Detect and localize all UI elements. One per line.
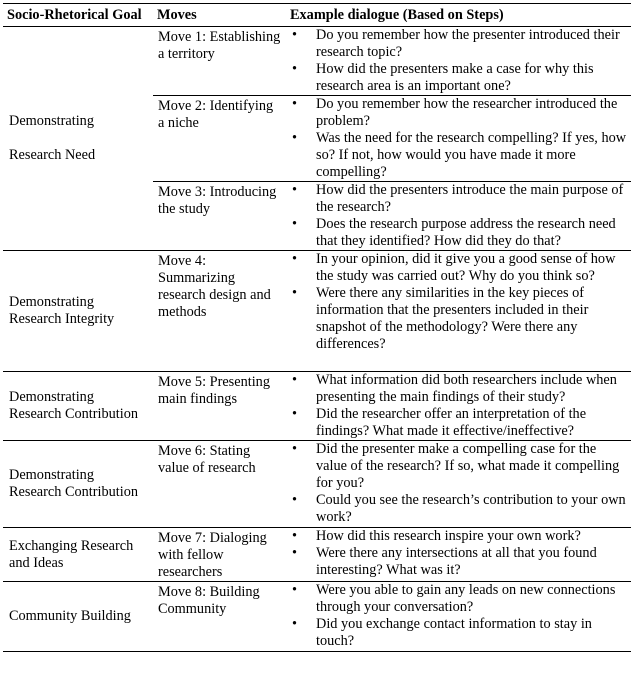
dialogue-cell <box>286 372 631 441</box>
goal-cell: Community Building <box>3 582 153 652</box>
move-cell: Move 6: Stating value of research <box>153 441 286 528</box>
dialogue-cell <box>286 528 631 582</box>
goal-cell <box>3 27 153 251</box>
move-cell: Move 2: Identifying a niche <box>153 96 286 182</box>
list-item: • Do you remember how the presenter introduced their research topic? <box>290 27 627 61</box>
dialogue-cell <box>286 182 631 251</box>
goal-label-line1: Demonstrating <box>9 113 94 129</box>
list-item: • Were there any intersections at all that you found interesting? What was it? <box>290 545 627 579</box>
goal-cell: Exchanging Research and Ideas <box>3 528 153 582</box>
goal-label-line2: Research Need <box>9 147 96 163</box>
goal-cell: Demonstrating Research Integrity <box>3 251 153 372</box>
list-item: • What information did both researchers include when presenting the main findings of their study? <box>290 372 627 406</box>
header-dialogue: Example dialogue (Based on Steps) <box>286 4 631 27</box>
list-item: • How did the presenters introduce the main purpose of the research? <box>290 182 627 216</box>
header-goal: Socio-Rhetorical Goal <box>3 4 153 27</box>
list-item: • In your opinion, did it give you a good sense of how the study was carried out? Why do you think so? <box>290 251 627 285</box>
dialogue-cell <box>286 582 631 652</box>
list-item: • Could you see the research’s contribution to your own work? <box>290 492 627 526</box>
list-item: • How did this research inspire your own work? <box>290 528 627 545</box>
move-cell: Move 3: Introducing the study <box>153 182 286 251</box>
goal-cell: Demonstrating Research Contribution <box>3 441 153 528</box>
move-cell: Move 1: Establishing a territory <box>153 27 286 96</box>
table-row <box>3 27 631 96</box>
dialogue-cell <box>286 441 631 528</box>
list-item: • Did you exchange contact information to stay in touch? <box>290 616 627 650</box>
move-cell: Move 4: Summarizing research design and methods <box>153 251 286 372</box>
move-cell: Move 8: Building Community <box>153 582 286 652</box>
header-row <box>3 4 631 27</box>
list-item: • Did the researcher offer an interpretation of the findings? What made it effective/ineffective? <box>290 406 627 440</box>
list-item: • Were there any similarities in the key pieces of information that the presenters included in their snapshot of the methodology? Were there any differences? <box>290 285 627 353</box>
table-row <box>3 251 631 372</box>
list-item: • Do you remember how the researcher introduced the problem? <box>290 96 627 130</box>
list-item: • Were you able to gain any leads on new connections through your conversation? <box>290 582 627 616</box>
move-cell: Move 7: Dialoging with fellow researchers <box>153 528 286 582</box>
table-row <box>3 528 631 582</box>
moves-table <box>3 3 631 652</box>
list-item: • Did the presenter make a compelling case for the value of the research? If so, what made it compelling for you? <box>290 441 627 492</box>
table-row <box>3 441 631 528</box>
list-item: • Does the research purpose address the research need that they identified? How did they do that? <box>290 216 627 250</box>
table-row <box>3 582 631 652</box>
dialogue-cell <box>286 251 631 372</box>
dialogue-cell <box>286 27 631 96</box>
header-moves: Moves <box>153 4 286 27</box>
move-cell: Move 5: Presenting main findings <box>153 372 286 441</box>
table-row <box>3 372 631 441</box>
dialogue-cell <box>286 96 631 182</box>
list-item: • Was the need for the research compelling? If yes, how so? If not, how would you have made it more compelling? <box>290 130 627 181</box>
goal-cell: Demonstrating Research Contribution <box>3 372 153 441</box>
list-item: • How did the presenters make a case for why this research area is an important one? <box>290 61 627 95</box>
